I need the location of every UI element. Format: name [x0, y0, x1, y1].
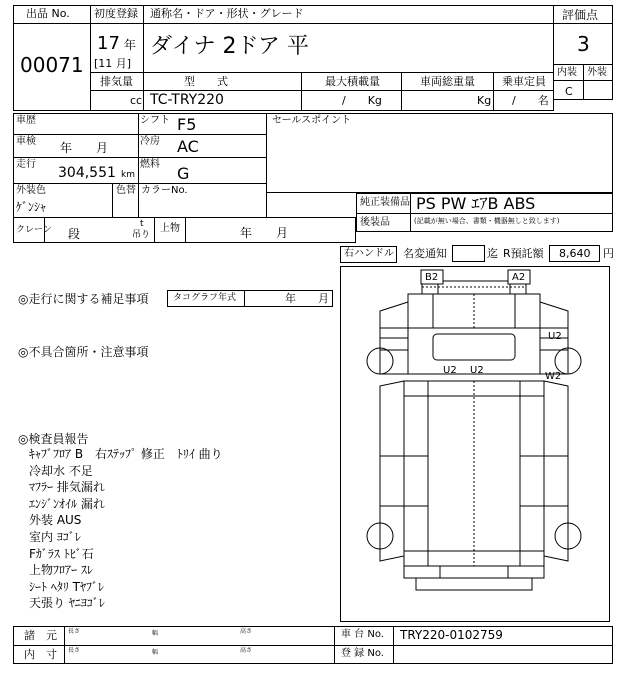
- width-label-2: 幅: [152, 649, 159, 656]
- report-line: 上物ﾌﾛｱｰ ｽﾚ: [29, 563, 93, 578]
- gvw-unit: Kg: [477, 94, 492, 107]
- lot-no: 00071: [20, 53, 84, 77]
- gvw-label: 車両総重量: [420, 75, 475, 88]
- model-label: 型 式: [184, 75, 228, 88]
- width-label-1: 幅: [152, 630, 159, 637]
- tacho-label: タコグラフ年式: [173, 293, 237, 303]
- aftermarket-note: (記載が無い場合、書類・機器無しと致します): [414, 217, 560, 225]
- report-line: ﾏﾌﾗｰ 排気漏れ: [29, 480, 105, 495]
- reg-year-unit: 年: [124, 38, 137, 52]
- inspection-label: 車検: [16, 136, 36, 147]
- grade-value: 3: [577, 32, 590, 56]
- report-line: 外装 AUS: [29, 513, 82, 528]
- report-line: 天張り ﾔﾆﾖｺﾞﾚ: [29, 596, 105, 611]
- remaining-value: 8,640: [559, 247, 591, 260]
- mark-wheel-right: W2: [545, 371, 562, 382]
- equipment-label: 純正装備品: [360, 197, 410, 208]
- ext-color-label: 外装色: [16, 185, 46, 196]
- color-code-label: カラーNo.: [141, 185, 188, 196]
- report-line: ｼｰﾄ ﾍﾀﾘ Tﾔﾌﾞﾚ: [29, 579, 104, 594]
- height-label-2: 高さ: [240, 647, 253, 654]
- exterior-grade-label: 外装: [587, 67, 607, 78]
- report-line: 室内 ﾖｺﾞﾚ: [29, 529, 81, 544]
- sales-point-label: セールスポイント: [272, 115, 352, 126]
- lot-no-label: 出品 No.: [26, 7, 70, 20]
- mileage-label: 走行: [16, 159, 36, 170]
- reg-year: 17: [97, 33, 120, 54]
- truck-diagram: [340, 266, 610, 622]
- remaining-prefix: 迄: [487, 247, 498, 260]
- remaining-unit: 円: [603, 247, 614, 260]
- chassis-label: 車 台 No.: [341, 629, 384, 640]
- interior-dims-label: 内 寸: [24, 648, 57, 661]
- report-line: ｴﾝｼﾞﾝｵｲﾙ 漏れ: [29, 496, 105, 511]
- mileage-unit: km: [121, 170, 135, 180]
- tacho-value: 年 月: [285, 292, 329, 305]
- shift-label: シフト: [140, 115, 170, 126]
- shift-value: F5: [177, 115, 197, 134]
- car-name: ダイナ 2ドア 平: [150, 34, 309, 59]
- defects-label: ◎不具合箇所・注意事項: [18, 345, 149, 359]
- right-handle: 右ハンドル: [344, 248, 394, 259]
- name-label: 通称名・ドア・形状・グレード: [150, 7, 304, 20]
- capacity-unit: / 名: [512, 94, 549, 107]
- load-unit: / Kg: [342, 94, 382, 107]
- mark-front-right: A2: [512, 272, 526, 283]
- crane-lift-sub: 吊り: [132, 230, 151, 240]
- inspector-report-label: ◎検査員報告: [18, 432, 89, 446]
- interior-grade-label: 内装: [557, 67, 577, 78]
- mark-front-left: B2: [425, 272, 439, 283]
- equipment-value: PS PW ｴｱB ABS: [416, 194, 536, 213]
- crane-label: クレーン: [16, 225, 52, 235]
- grade-label: 評価点: [562, 8, 599, 22]
- crane-steps: 段: [68, 227, 81, 241]
- report-line: 冷却水 不足: [29, 463, 93, 478]
- inspector-report: [29, 446, 223, 612]
- mark-inner-right: U2: [470, 365, 484, 376]
- model-value: TC-TRY220: [150, 92, 224, 108]
- upper-body-value: 年 月: [240, 226, 289, 240]
- aftermarket-label: 後装品: [360, 217, 390, 228]
- chassis-no: TRY220-0102759: [400, 628, 503, 642]
- mark-inner-left: U2: [443, 365, 457, 376]
- name-change-check: [452, 245, 485, 262]
- displacement-label: 排気量: [100, 75, 133, 88]
- dims-label: 諸 元: [24, 629, 57, 642]
- name-change-label: 名変通知: [403, 247, 447, 260]
- fuel-label: 燃料: [140, 159, 160, 170]
- crane-lift-unit: t: [140, 219, 144, 229]
- load-label: 最大積載量: [325, 75, 380, 88]
- capacity-label: 乗車定員: [502, 75, 546, 88]
- color-change-label: 色替: [116, 185, 136, 196]
- ac-label: 冷房: [140, 136, 160, 147]
- report-line: ｷｬﾌﾞﾌﾛｱ B 右ｽﾃｯﾌﾟ 修正 ﾄﾘｲ 曲り: [29, 447, 223, 461]
- remaining-label: R預託額: [503, 247, 544, 260]
- interior-grade: C: [565, 85, 573, 98]
- driving-notes-label: ◎走行に関する補足事項: [18, 292, 149, 306]
- ext-color-value: ｹﾞﾝｼｬ: [16, 200, 47, 214]
- height-label-1: 高さ: [240, 628, 253, 635]
- report-line: Fｶﾞﾗｽ ﾄﾋﾞ石: [29, 546, 94, 561]
- mark-right-side: U2: [548, 331, 562, 342]
- ac-value: AC: [177, 137, 199, 156]
- inspection-value: 年 月: [60, 141, 109, 155]
- reg-no-label: 登 録 No.: [341, 648, 384, 659]
- fuel-value: G: [177, 164, 190, 183]
- length-label-1: 長さ: [68, 628, 81, 635]
- mileage-value: 304,551: [58, 165, 116, 181]
- upper-body-label: 上物: [160, 223, 180, 234]
- history-label: 車歴: [16, 115, 36, 126]
- reg-month: [11 月]: [94, 57, 132, 70]
- displacement-unit: cc: [130, 94, 143, 107]
- length-label-2: 長さ: [68, 647, 81, 654]
- first-reg-label: 初度登録: [94, 7, 138, 20]
